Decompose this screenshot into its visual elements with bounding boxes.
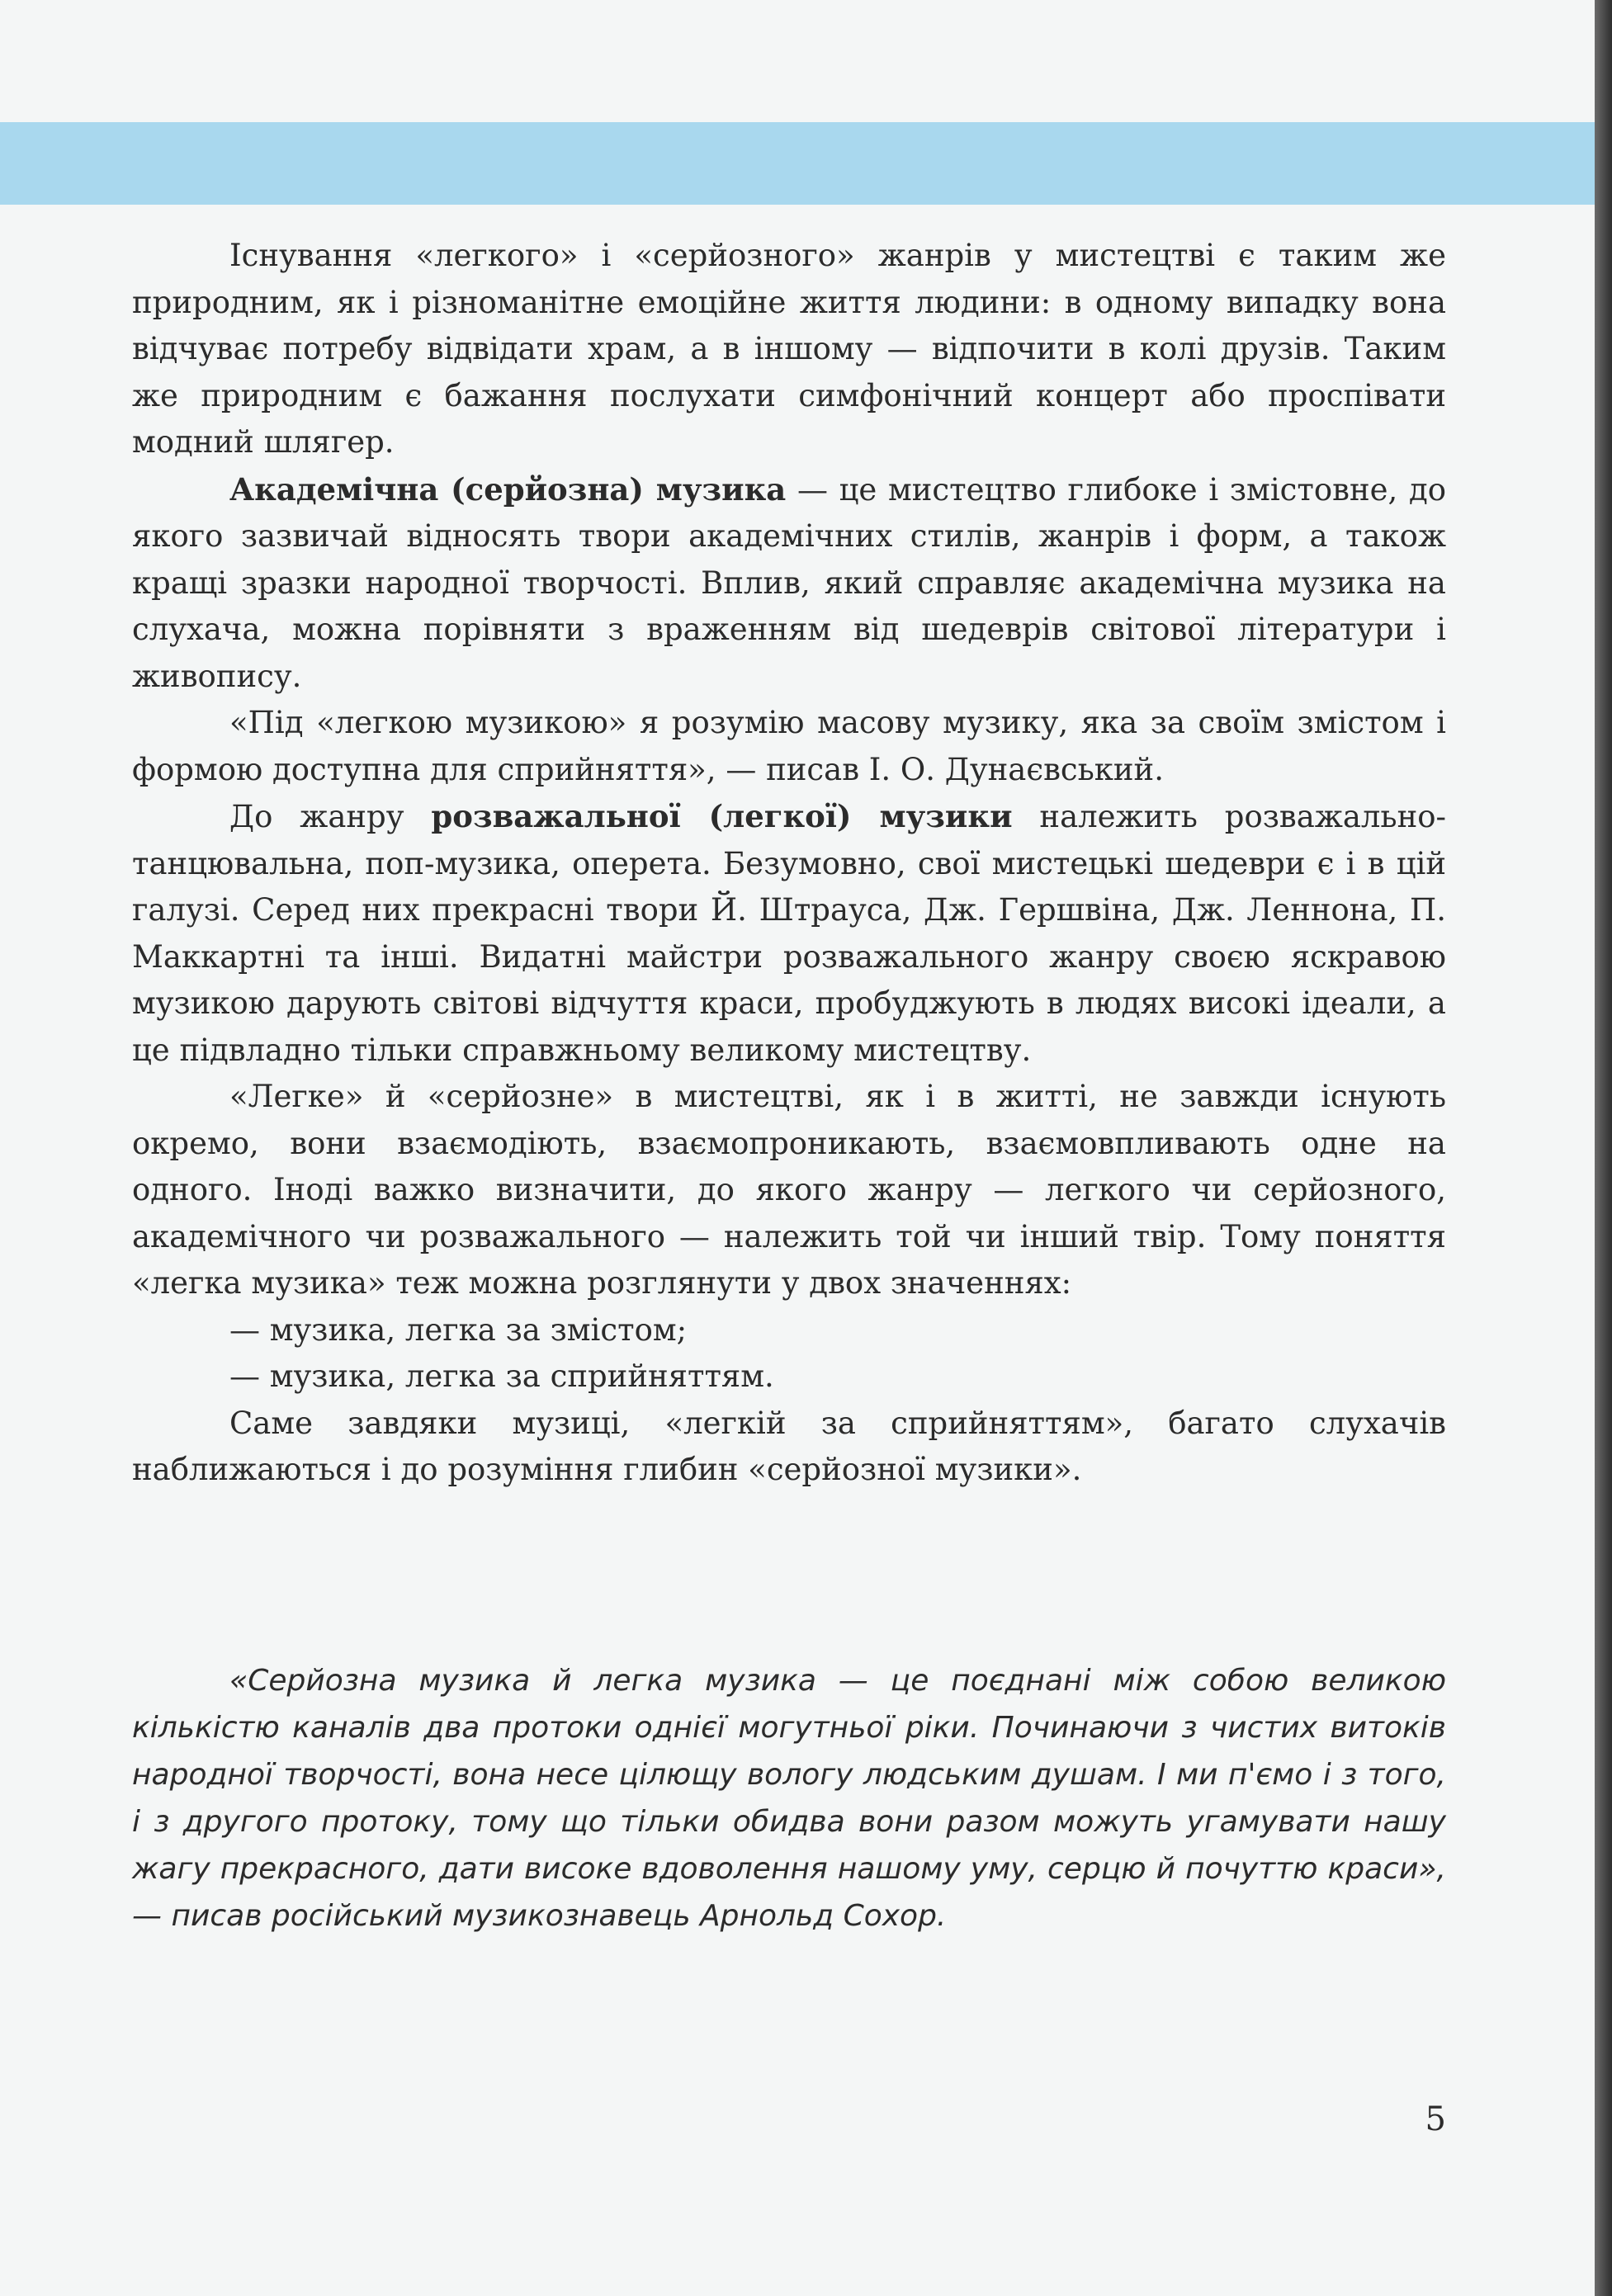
page-number: 5 [1425,2100,1446,2138]
paragraph-5: «Легке» й «серйозне» в мистецтві, як і в житті, не завжди існують окремо, вони взаємодіють, взаємопроникають, взаємовпливають одне на одного. Іноді важко визначити, до якого жанру — легкого чи серйозного, академічного чи розважального — належить той чи інший твір. Тому поняття «легка музика» теж можна розглянути у двох значеннях: [132,1079,1446,1301]
term-light-music: розважальної (легкої) музики [431,798,1013,834]
quote-text: «Серйозна музика й легка музика — це поєднані між собою великою кількістю каналів два протоки однієї могутньої ріки. Починаючи з чистих витоків народної творчості, вона несе цілющу вологу людським душам. І ми п'ємо і з того, і з другого протоку, тому що тільки обидва вони разом можуть угамувати нашу жагу прекрасного, дати високе вдоволення нашому уму, серцю й почуттю краси», — писав російський музикознавець Арнольд Сохор. [132,1664,1446,1933]
header-color-band [0,122,1595,205]
paragraph-2-text: — це мистецтво глибоке і змістовне, до якого зазвичай відносять твори академічних стилів, жанрів і форм, а також кращі зразки народної творчості. Вплив, який справляє академічна музика на слухача, можна порівняти з враженням від шедеврів світової літератури і живопису. [132,471,1447,694]
book-spine-shadow [1595,0,1612,2296]
list-item-perception: — музика, легка за сприйняттям. [229,1358,774,1394]
term-academic-music: Академічна (серйозна) музика [229,470,787,508]
paragraph-4 [132,793,1446,1074]
paragraph-1: Існування «легкого» і «серйозного» жанрів у мистецтві є таким же природним, як і різноманітне емоційне життя людини: в одному випадку вона відчуває потребу відвідати храм, а в іншому — відпочити в колі друзів. Таким же природним є бажання послухати симфонічний концерт або проспівати модний шлягер. [132,238,1446,460]
paragraph-4-text: належить розважально-танцювальна, поп-музика, оперета. Безумовно, свої мистецькі шедеври є і в цій галузі. Серед них прекрасні твори Й. Штрауса, Дж. Гершвіна, Дж. Леннона, П. Маккартні та інші. Видатні майстри розважального жанру своєю яскравою музикою дарують світові відчуття краси, пробуджують в людях високі ідеали, а це підвладно тільки справжньому великому мистецтву. [132,799,1447,1068]
list-item-content: — музика, легка за змістом; [229,1311,688,1348]
main-text [132,233,1446,1494]
paragraph-2 [132,466,1446,701]
paragraph-6: Саме завдяки музиці, «легкій за сприйняттям», багато слухачів наближаються і до розуміння глибин «серйозної музики». [132,1405,1446,1487]
paragraph-4-start: До жанру [229,799,432,834]
paragraph-3: «Під «легкою музикою» я розумію масову музику, яка за своїм змістом і формою доступна для сприйняття», — писав І. О. Дунаєвський. [132,705,1446,787]
quote-block [132,1657,1446,1939]
